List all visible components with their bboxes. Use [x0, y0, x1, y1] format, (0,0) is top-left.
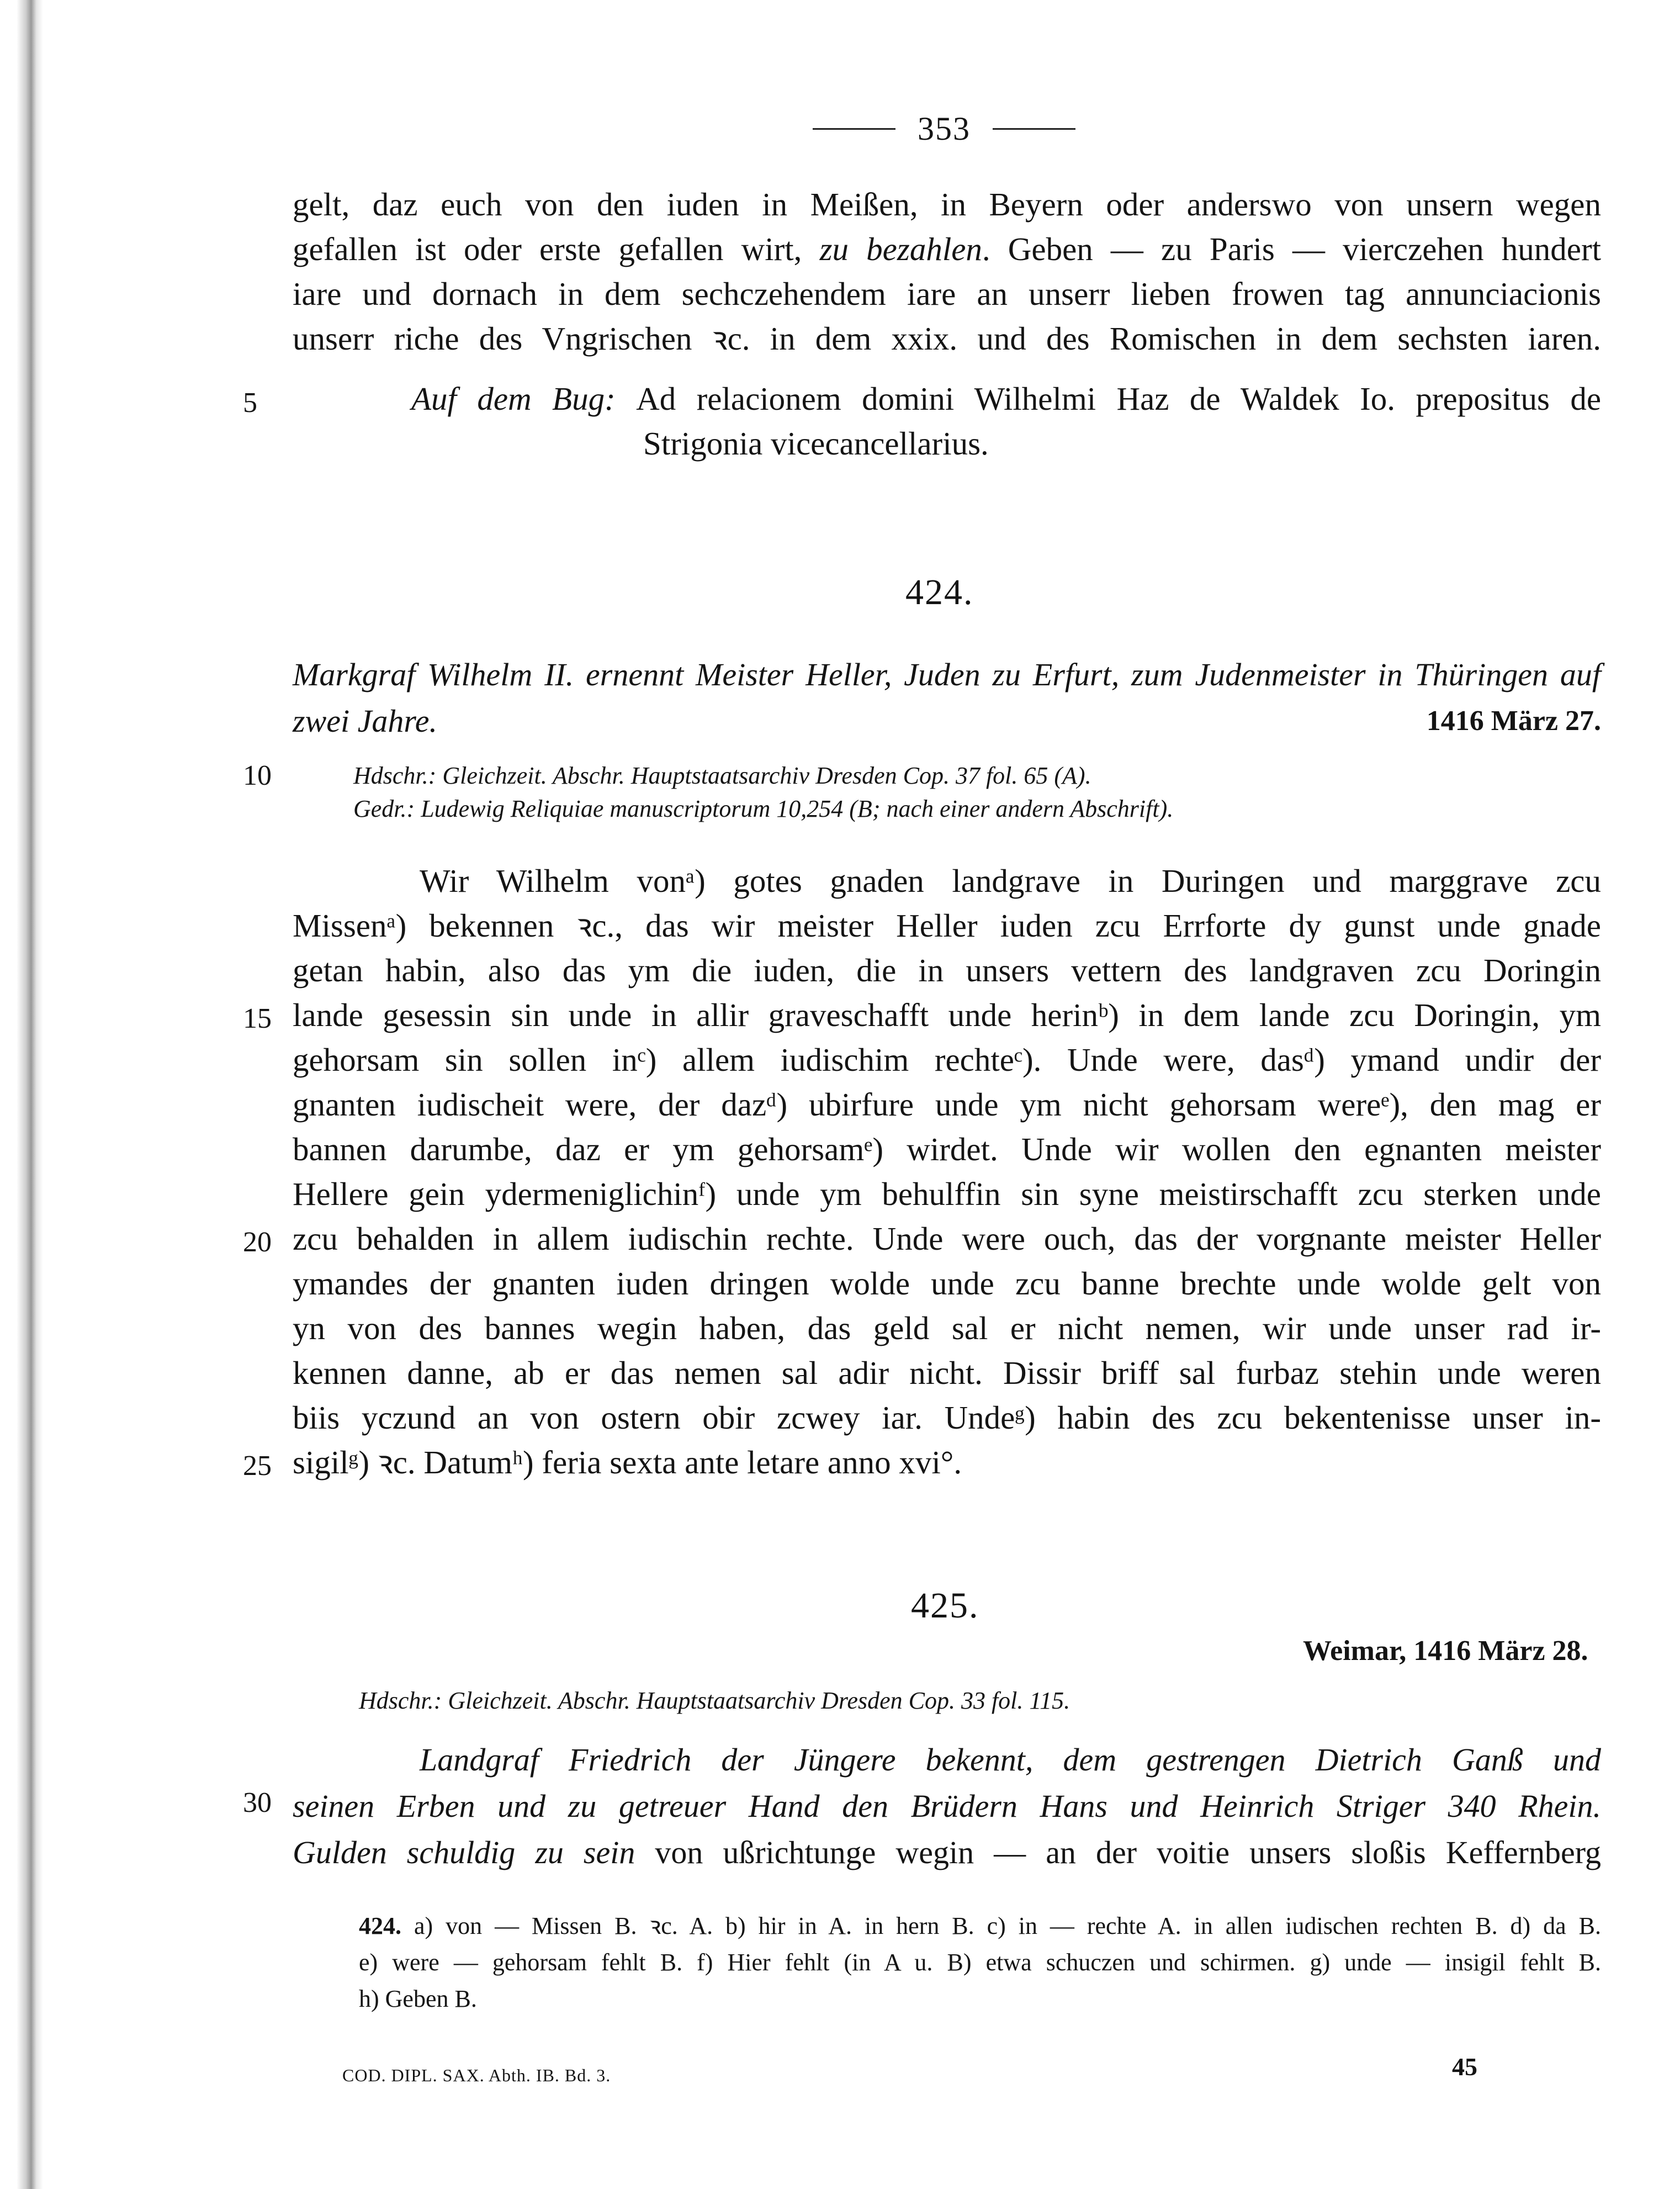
document-number-424: 424. [905, 572, 974, 612]
line-number: 10 [243, 760, 272, 791]
page-header [789, 104, 1099, 154]
sheet-signature: 45 [1452, 2053, 1477, 2081]
sources-424: Hdschr.: Gleichzeit. Abschr. Hauptstaatsarchiv Dresden Cop. 37 fol. 65 (A). Gedr.: Ludewig Reliquiae manuscriptorum 10,254 (B; nach einer andern Abschrift). [353, 762, 1174, 822]
signature-line: COD. DIPL. SAX. Abth. IB. Bd. 3. [342, 2065, 611, 2085]
header-rule-left [813, 128, 895, 130]
line-number: 25 [243, 1450, 272, 1482]
document-number-425: 425. [911, 1585, 979, 1626]
text-line: iare und dornach in dem sechczehendem iare an unserr lieben frowen tag annunciacionis [293, 276, 1601, 312]
endorsement: Auf dem Bug: Ad relacionem domini Wilhelmi Haz de Waldek Io. prepositus de Strigonia vicecancellarius. [411, 380, 1602, 462]
regest-425: Landgraf Friedrich der Jüngere bekennt, dem gestrengen Dietrich Ganß und seinen Erben und zu getreuer Hand den Brüdern Hans und Heinrich Striger 340 Rhein. Gulden schuldig zu sein von ußrichtunge wegin — an der voitie unsers sloßis Keffernberg [293, 1742, 1601, 1870]
date-424: 1416 März 27. [1426, 705, 1601, 737]
header-rule-right [993, 128, 1075, 130]
footnotes-424: 424. a) von — Missen B. ꝛc. A. b) hir in A. in hern B. c) in — rechte A. in allen iudischen rechten B. d) da B. e) were — gehorsam fehlt B. f) Hier fehlt (in A u. B) etwa schuczen und schirmen. g) unde — insigil fehlt B. h) Geben B. [359, 1912, 1602, 2012]
line-number: 15 [243, 1003, 272, 1034]
line-number: 20 [243, 1226, 272, 1258]
line-number: 5 [243, 387, 257, 419]
text-line: gelt, daz euch von den iuden in Meißen, in Beyern oder anderswo von unsern wegen [293, 186, 1601, 223]
continuation-text [293, 182, 1601, 361]
date-425: Weimar, 1416 März 28. [1303, 1635, 1588, 1667]
regest-424: Markgraf Wilhelm II. ernennt Meister Heller, Juden zu Erfurt, zum Judenmeister in Thüringen auf zwei Jahre. 1416 März 27. [293, 652, 1601, 744]
sources-425: Hdschr.: Gleichzeit. Abschr. Hauptstaatsarchiv Dresden Cop. 33 fol. 115. [359, 1687, 1070, 1714]
text-line: unserr riche des Vngrischen ꝛc. in dem xxix. und des Romischen in dem sechsten iaren. [293, 320, 1601, 357]
body-424: Wir Wilhelm vonᵃ) gotes gnaden landgrave in Duringen und marggrave zcu Missenᵃ) bekennen ꝛc., das wir meister Heller iuden zcu Errforte dy gunst unde gnade getan habin, also das ym die iuden, die in unsers vettern des landgraven zcu Doringin lande gesessin sin unde in allir graveschafft unde herinᵇ) in dem lande zcu Doringin, ym gehorsam sin sollen inᶜ) allem iudischim rechteᶜ). Unde were, dasᵈ) ymand undir der gnanten iudischeit were, der dazᵈ) ubirfure unde ym nicht gehorsam wereᵉ), den mag er bannen darumbe, daz er ym gehorsamᵉ) wirdet. Unde wir wollen den egnanten meister Hellere gein ydermeniglichinᶠ) unde ym behulffin sin syne meistirschafft zcu sterken unde zcu behalden in allem iudischin rechte. Unde were ouch, das der vorgnante meister Heller ymandes der gnanten iuden dringen wolde unde zcu banne brechte unde wolde gelt von yn von des bannes wegin haben, das geld sal er nicht nemen, wir unde unser rad ir- kennen danne, ab er das nemen sal adir nicht. Dissir briff sal furbaz stehin unde weren biis yczund an von ostern obir zcwey iar. Undeᵍ) habin des zcu bekentenisse unser in- sigilᵍ) ꝛc. Datumʰ) feria sexta ante letare anno xvi°. [293, 863, 1601, 1481]
page-number: 353 [918, 110, 971, 147]
text-line: gefallen ist oder erste gefallen wirt, zu bezahlen. Geben — zu Paris — vierczehen hundert [293, 231, 1602, 267]
line-number: 30 [243, 1787, 272, 1818]
binding-shadow [17, 0, 43, 2189]
